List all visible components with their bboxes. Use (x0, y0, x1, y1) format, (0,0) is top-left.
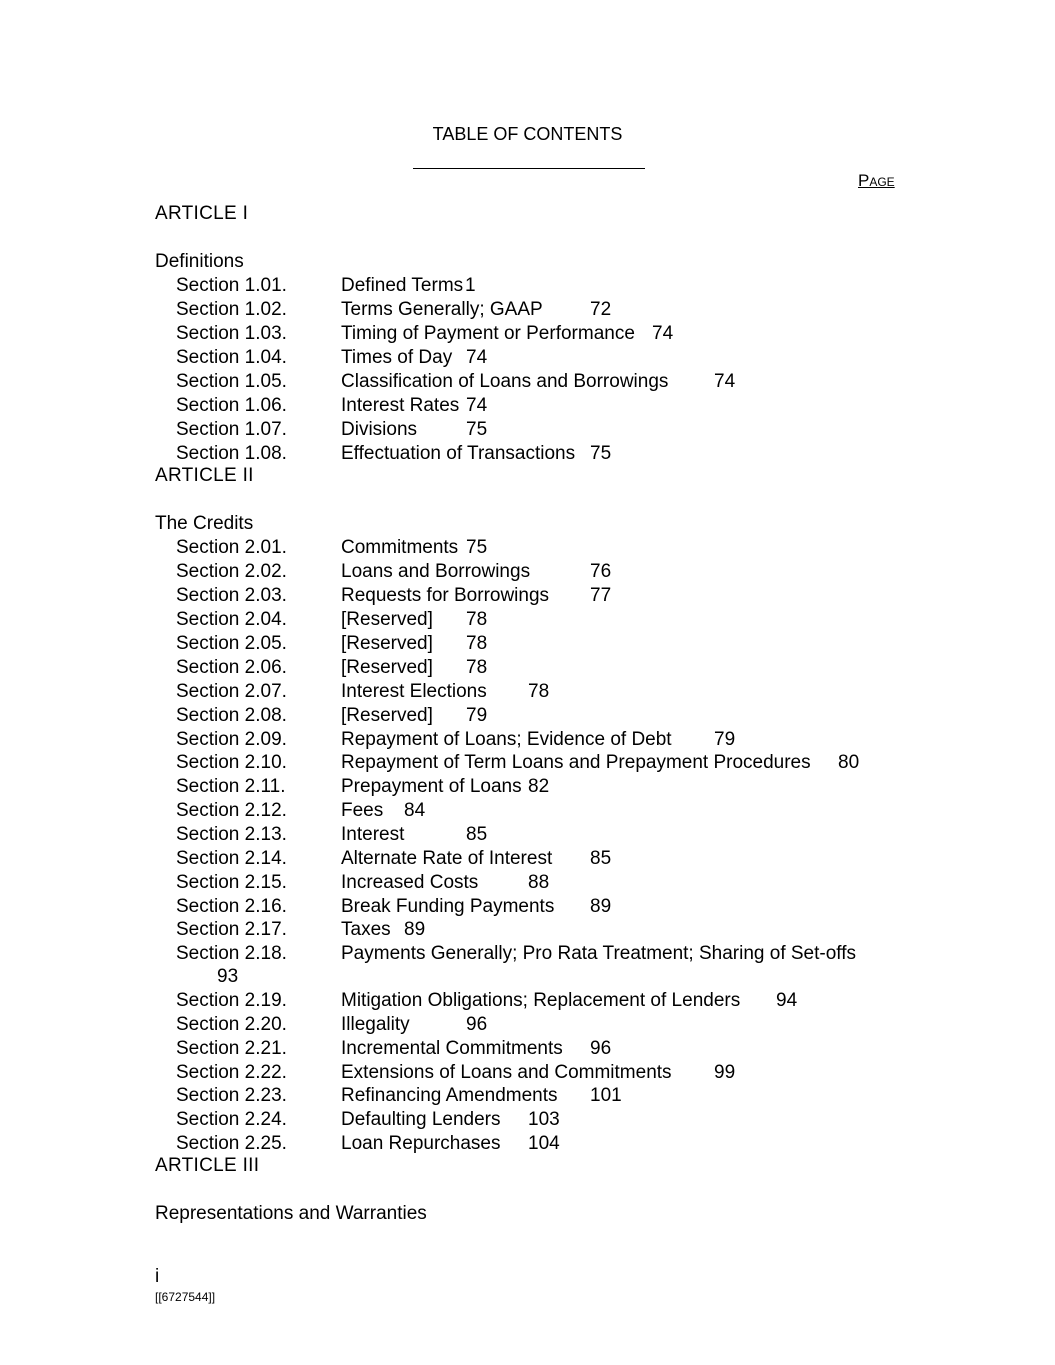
title-divider (413, 168, 645, 169)
section-title: Terms Generally; GAAP (341, 299, 543, 320)
section-title: Classification of Loans and Borrowings (341, 371, 669, 392)
section-page: 96 (590, 1038, 612, 1059)
section-page: 74 (652, 323, 674, 344)
section-title: Refinancing Amendments (341, 1085, 558, 1106)
section-page: 75 (466, 537, 488, 558)
section-page: 94 (776, 990, 798, 1011)
section-page: 78 (528, 681, 550, 702)
section-page: 78 (466, 633, 488, 654)
section-page: 79 (466, 705, 488, 726)
section-title: Repayment of Loans; Evidence of Debt (341, 729, 672, 750)
section-number: Section 2.03. (176, 585, 287, 606)
section-page: 88 (528, 872, 550, 893)
section-title: Commitments (341, 537, 459, 558)
section-page: 104 (528, 1133, 560, 1154)
section-number: Section 2.10. (176, 752, 287, 773)
section-number: Section 1.04. (176, 347, 287, 368)
section-page: 103 (528, 1109, 560, 1130)
section-title: Loans and Borrowings (341, 561, 531, 582)
section-number: Section 2.12. (176, 800, 287, 821)
section-page: 84 (404, 800, 426, 821)
article-3-label: ARTICLE III (155, 1155, 260, 1176)
section-page: 80 (838, 752, 860, 773)
section-title: Defined Terms (341, 275, 464, 296)
section-page: 101 (590, 1085, 622, 1106)
section-page: 85 (590, 848, 612, 869)
section-title: Extensions of Loans and Commitments (341, 1062, 672, 1083)
section-title: Fees (341, 800, 384, 821)
section-number: Section 2.19. (176, 990, 287, 1011)
section-number: Section 1.01. (176, 275, 287, 296)
section-page: 96 (466, 1014, 488, 1035)
section-page: 75 (466, 419, 488, 440)
section-title: [Reserved] (341, 609, 433, 630)
section-number: Section 2.20. (176, 1014, 287, 1035)
section-page: 82 (528, 776, 550, 797)
section-page: 93 (217, 966, 239, 987)
section-page: 99 (714, 1062, 736, 1083)
section-number: Section 2.06. (176, 657, 287, 678)
section-number: Section 2.07. (176, 681, 287, 702)
article-2-heading: The Credits (155, 513, 254, 534)
page-title: TABLE OF CONTENTS (432, 124, 623, 144)
article-1-heading: Definitions (155, 251, 244, 272)
section-page: 78 (466, 609, 488, 630)
section-title: Break Funding Payments (341, 896, 555, 917)
section-title: Repayment of Term Loans and Prepayment Procedures (341, 752, 811, 773)
article-3-heading: Representations and Warranties (155, 1203, 427, 1224)
section-number: Section 1.02. (176, 299, 287, 320)
section-title: Defaulting Lenders (341, 1109, 501, 1130)
section-number: Section 1.05. (176, 371, 287, 392)
section-page: 79 (714, 729, 736, 750)
section-title: Times of Day (341, 347, 453, 368)
section-page: 85 (466, 824, 488, 845)
footer-page-number: i (155, 1266, 160, 1287)
section-number: Section 2.13. (176, 824, 287, 845)
section-number: Section 2.01. (176, 537, 287, 558)
section-number: Section 2.23. (176, 1085, 287, 1106)
section-number: Section 2.16. (176, 896, 287, 917)
section-page: 1 (465, 275, 476, 296)
section-page: 72 (590, 299, 612, 320)
section-number: Section 2.02. (176, 561, 287, 582)
section-title: Interest (341, 824, 405, 845)
section-number: Section 2.09. (176, 729, 287, 750)
section-number: Section 2.25. (176, 1133, 287, 1154)
section-title: Mitigation Obligations; Replacement of Lenders (341, 990, 741, 1011)
section-page: 77 (590, 585, 612, 606)
section-page: 76 (590, 561, 612, 582)
section-title: Prepayment of Loans (341, 776, 522, 797)
section-number: Section 2.11. (176, 776, 286, 797)
section-number: Section 2.24. (176, 1109, 287, 1130)
footer-document-id: [[6727544]] (155, 1290, 216, 1304)
page-column-header: Page (858, 171, 895, 190)
section-number: Section 1.03. (176, 323, 287, 344)
section-number: Section 1.06. (176, 395, 287, 416)
section-page: 74 (466, 395, 488, 416)
section-page: 74 (466, 347, 488, 368)
section-number: Section 1.08. (176, 443, 287, 464)
section-page: 89 (404, 919, 426, 940)
article-1-label: ARTICLE I (155, 203, 249, 224)
section-title: Interest Rates (341, 395, 460, 416)
section-number: Section 2.21. (176, 1038, 287, 1059)
section-title: Illegality (341, 1014, 410, 1035)
section-title: Interest Elections (341, 681, 487, 702)
section-page: 75 (590, 443, 612, 464)
article-2-label: ARTICLE II (155, 465, 254, 486)
section-title: [Reserved] (341, 705, 433, 726)
section-title: Requests for Borrowings (341, 585, 550, 606)
section-title: Incremental Commitments (341, 1038, 563, 1059)
section-number: Section 2.14. (176, 848, 287, 869)
section-title: Divisions (341, 419, 418, 440)
section-title: Increased Costs (341, 872, 479, 893)
section-title: [Reserved] (341, 657, 433, 678)
section-number: Section 2.18. (176, 943, 287, 964)
section-title: Taxes (341, 919, 391, 940)
section-title: [Reserved] (341, 633, 433, 654)
section-number: Section 2.04. (176, 609, 287, 630)
section-number: Section 2.15. (176, 872, 287, 893)
section-title: Payments Generally; Pro Rata Treatment; Sharing of Set-offs (341, 943, 857, 964)
section-title: Timing of Payment or Performance (341, 323, 635, 344)
section-number: Section 2.08. (176, 705, 287, 726)
section-title: Effectuation of Transactions (341, 443, 576, 464)
section-page: 89 (590, 896, 612, 917)
section-title: Alternate Rate of Interest (341, 848, 553, 869)
section-number: Section 1.07. (176, 419, 287, 440)
section-number: Section 2.22. (176, 1062, 287, 1083)
section-page: 74 (714, 371, 736, 392)
section-page: 78 (466, 657, 488, 678)
section-number: Section 2.17. (176, 919, 287, 940)
section-number: Section 2.05. (176, 633, 287, 654)
section-title: Loan Repurchases (341, 1133, 501, 1154)
